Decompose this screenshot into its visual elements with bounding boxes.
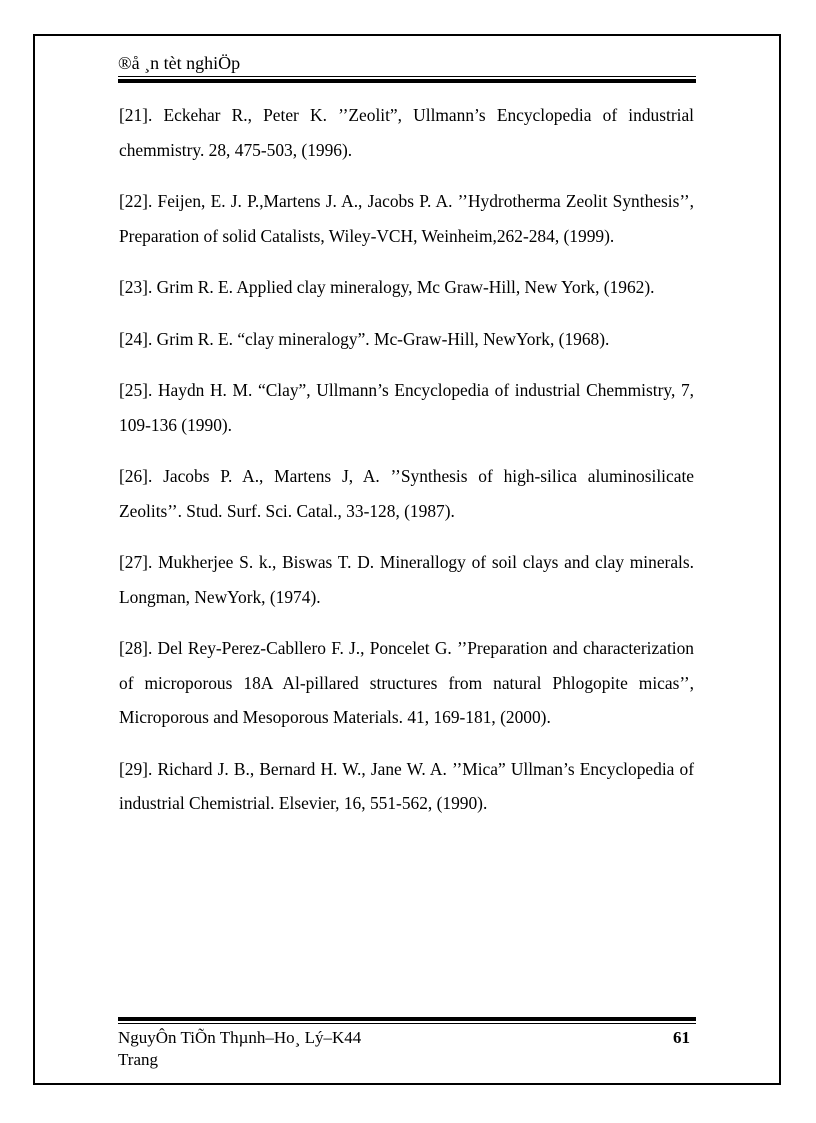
reference-item: [25]. Haydn H. M. “Clay”, Ullmann’s Encyclopedia of industrial Chemmistry, 7, 109-136 (1990). bbox=[119, 380, 694, 435]
reference-item: [26]. Jacobs P. A., Martens J, A. ’’Synthesis of high-silica aluminosilicate Zeolits’’. Stud. Surf. Sci. Catal., 33-128, (1987). bbox=[119, 466, 694, 521]
reference-item: [22]. Feijen, E. J. P.,Martens J. A., Jacobs P. A. ’’Hydrotherma Zeolit Synthesis’’, Preparation of solid Catalists, Wiley-VCH, Weinheim,262-284, (1999). bbox=[119, 191, 694, 246]
reference-list bbox=[119, 98, 694, 838]
reference-item: [29]. Richard J. B., Bernard H. W., Jane W. A. ’’Mica” Ullman’s Encyclopedia of industrial Chemistrial. Elsevier, 16, 551-562, (1990). bbox=[119, 758, 694, 813]
reference-item: [27]. Mukherjee S. k., Biswas T. D. Minerallogy of soil clays and clay minerals. Longman, NewYork, (1974). bbox=[119, 552, 694, 607]
header-title: ®å ¸n tèt nghiÖp bbox=[118, 53, 241, 73]
footer-author-line2: Trang bbox=[118, 1050, 158, 1069]
reference-item: [23]. Grim R. E. Applied clay mineralogy, Mc Graw-Hill, New York, (1962). bbox=[119, 277, 655, 297]
footer-author-line1: NguyÔn TiÕn Thµnh–Ho¸ Lý–K44 bbox=[118, 1028, 362, 1047]
footer-rule-thin bbox=[118, 1023, 696, 1024]
footer-rule-thick bbox=[118, 1017, 696, 1021]
footer-author bbox=[118, 1027, 361, 1071]
reference-item: [24]. Grim R. E. “clay mineralogy”. Mc-Graw-Hill, NewYork, (1968). bbox=[119, 328, 610, 349]
page-number: 61 bbox=[673, 1028, 690, 1047]
header-rule-thick bbox=[118, 79, 696, 83]
header-rule-thin bbox=[118, 76, 696, 77]
reference-item: [21]. Eckehar R., Peter K. ’’Zeolit”, Ullmann’s Encyclopedia of industrial chemmistry. 28, 475-503, (1996). bbox=[119, 105, 694, 160]
reference-item: [28]. Del Rey-Perez-Cabllero F. J., Poncelet G. ’’Preparation and characterization of microporous 18A Al-pillared structures from natural Phlogopite micas’’, Microporous and Mesoporous Materials. 41, 169-181, (2000). bbox=[119, 638, 694, 727]
